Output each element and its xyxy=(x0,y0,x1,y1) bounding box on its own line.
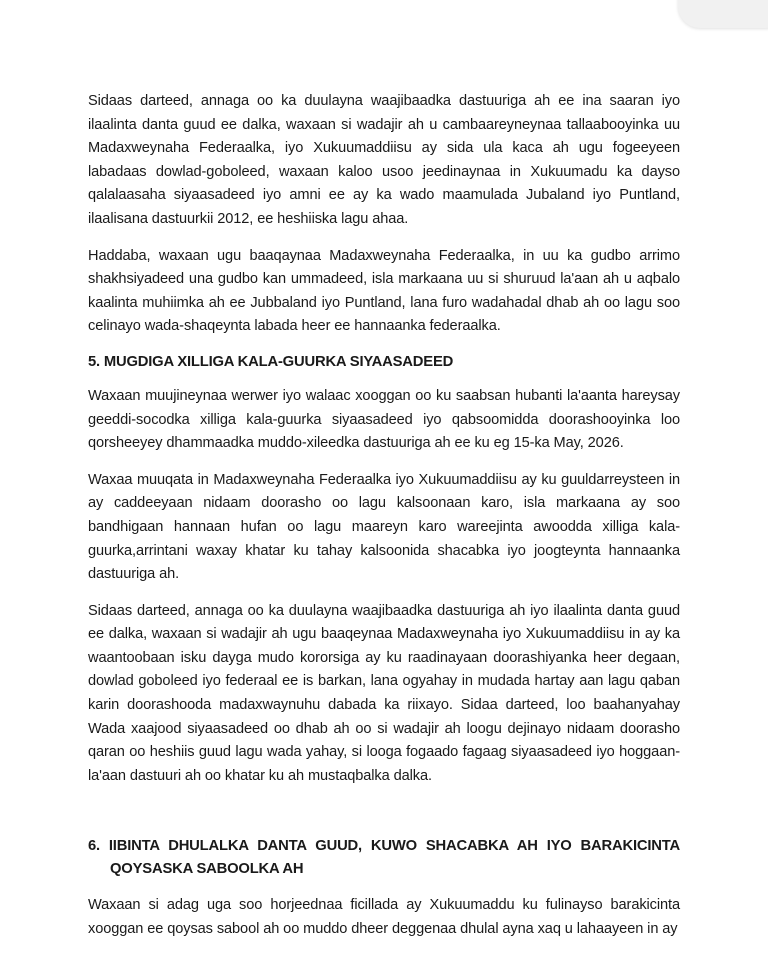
paragraph: Sidaas darteed, annaga oo ka duulayna waajibaadka dastuuriga ah ee ina saaran iyo ilaalinta danta guud ee dalka, waxaan si wadajir ah u cambaareyneynaa tallaabooyinka uu Madaxweynaha Federaalka, iyo Xukuumaddiisu ay sida ula kaca ah ugu fogeeyeen labadaas dowlad-goboleed, waxaan kaloo usoo jeedinaynaa in Xukuumadu ka dayso qalalaasaha siyaasadeed iyo amni ee ay ka wado maamulada Jubaland iyo Puntland, ilaalisana dastuurkii 2012, ee heshiiska lagu ahaa. xyxy=(88,93,680,227)
paragraph: Waxaan muujineynaa werwer iyo walaac xooggan oo ku saabsan hubanti la'aanta hareysay geeddi-socodka xilliga kala-guurka siyaasadeed iyo qabsoomidda doorashooyinka loo qorsheeyey dhammaadka muddo-xileedka dastuuriga ah ee ku eg 15-ka May, 2026. xyxy=(88,387,680,452)
page-number-tab xyxy=(678,0,768,28)
document-body xyxy=(88,90,680,955)
paragraph: Waxaan si adag uga soo horjeednaa ficillada ay Xukuumaddu ku fulinayso barakicinta xooggan ee qoysas sabool ah oo muddo dheer deggenaa dhulal ayna xaq u lahaayeen in ay xyxy=(88,897,680,938)
paragraph: Sidaas darteed, annaga oo ka duulayna waajibaadka dastuuriga ah iyo ilaalinta danta guud ee dalka, waxaan si wadajir ah ugu baaqeynaa Madaxweynaha iyo Xukuumaddiisu in ay ka waantoobaan isku dayga mudo kororsiga ay ku raadinayaan doorashiyanka heer degaan, dowlad goboleed iyo federaal ee is barkan, lana ogyahay in mudada hartay aan lagu qaban karin doorashooda madaxwaynuhu dabada ka riixayo. Sidaa darteed, loo baahanyahay Wada xaajood siyaasadeed oo dhab ah oo si wadajir ah loogu dejinayo nidaam doorasho qaran oo heshiis guud lagu wada yahay, si looga fogaado fagaag siyaasadeed iyo hoggaan-la'aan dastuuri ah oo khatar ku ah mustaqbalka dalka. xyxy=(88,602,680,784)
paragraph: Haddaba, waxaan ugu baaqaynaa Madaxweynaha Federaalka, in uu ka gudbo arrimo shakhsiyadeed una gudbo kan ummadeed, isla markaana uu si shuruud la'aan ah u aqbalo kaalinta muhiimka ah ee Jubbaland iyo Puntland, lana furo wadahadal dhab ah oo lagu soo celinayo wada-shaqeynta labada heer ee hannaanka federaalka. xyxy=(88,247,680,335)
paragraph: Waxaa muuqata in Madaxweynaha Federaalka iyo Xukuumaddiisu ay ku guuldarreysteen in ay caddeeyaan nidaam doorasho oo lagu kalsoonaan karo, isla markaana ay soo bandhigaan hannaan hufan oo lagu maareyn karo wareejinta awoodda xilliga kala-guurka,arrintani waxay khatar ku tahay kalsoonida shacabka iyo joogteynta hannaanka dastuuriga ah. xyxy=(88,471,680,583)
section-heading-6: 6. IIBINTA DHULALKA DANTA GUUD, KUWO SHACABKA AH IYO BARAKICINTA QOYSASKA SABOOLKA AH xyxy=(88,838,680,878)
section-heading-5: 5. MUGDIGA XILLIGA KALA-GUURKA SIYAASADEED xyxy=(88,353,454,370)
